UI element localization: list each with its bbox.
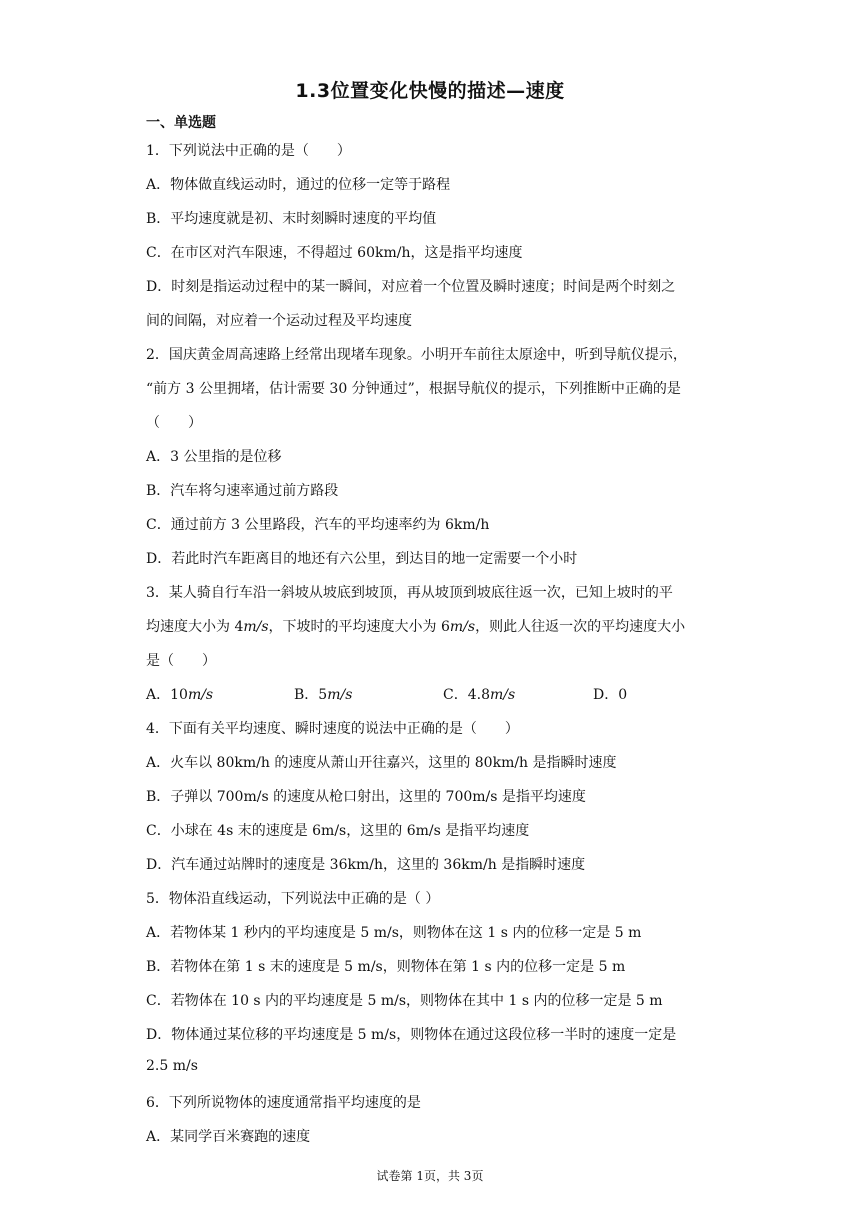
- question-5-option-d-continued: 2.5 m/s: [146, 1058, 198, 1074]
- question-2-answer-blank: （ ）: [146, 415, 202, 431]
- question-4-option-b: B．子弹以 700m/s 的速度从枪口射出，这里的 700m/s 是指平均速度: [146, 789, 586, 805]
- question-5-option-c: C．若物体在 10 s 内的平均速度是 5 m/s，则物体在其中 1 s 内的位移一定是 5 m: [146, 993, 663, 1009]
- question-3-option-a: [146, 684, 213, 704]
- question-4-option-d: D．汽车通过站牌时的速度是 36km/h，这里的 36km/h 是指瞬时速度: [146, 857, 586, 873]
- question-2-option-a: A．3 公里指的是位移: [146, 449, 282, 465]
- unit-text: m/s: [489, 687, 516, 703]
- question-3-option-b: [294, 684, 352, 704]
- question-6-stem: 6．下列所说物体的速度通常指平均速度的是: [146, 1095, 421, 1111]
- text-segment: ，下坡时的平均速度大小为 6: [268, 619, 450, 635]
- unit-text: m/s: [243, 619, 269, 635]
- question-3-answer-blank: 是（ ）: [146, 653, 216, 669]
- question-4-option-c: C．小球在 4s 末的速度是 6m/s，这里的 6m/s 是指平均速度: [146, 823, 530, 839]
- question-3-option-d: D．0: [593, 687, 628, 703]
- question-1-option-b: B．平均速度就是初、末时刻瞬时速度的平均值: [146, 211, 437, 227]
- question-5-option-d: D．物体通过某位移的平均速度是 5 m/s，则物体在通过这段位移一半时的速度一定是: [146, 1027, 677, 1043]
- question-4-option-a: A．火车以 80km/h 的速度从萧山开往嘉兴，这里的 80km/h 是指瞬时速度: [146, 755, 617, 771]
- question-3-stem: 3．某人骑自行车沿一斜坡从坡底到坡顶，再从坡顶到坡底往返一次，已知上坡时的平: [146, 585, 673, 601]
- question-2-option-d: D．若此时汽车距离目的地还有六公里，到达目的地一定需要一个小时: [146, 551, 578, 567]
- question-2-option-b: B．汽车将匀速率通过前方路段: [146, 483, 339, 499]
- page-footer: 试卷第 1页，共 3页: [376, 1169, 484, 1183]
- question-2-option-c: C．通过前方 3 公里路段，汽车的平均速率约为 6km/h: [146, 517, 490, 533]
- option-text: A．10: [146, 687, 188, 703]
- section-heading: 一、单选题: [146, 115, 216, 131]
- question-2-stem-continued: “前方 3 公里拥堵，估计需要 30 分钟通过”，根据导航仪的提示，下列推断中正确的是: [146, 381, 681, 397]
- question-5-stem: 5．物体沿直线运动，下列说法中正确的是（ ）: [146, 891, 440, 907]
- question-3-stem-continued: [146, 616, 685, 636]
- question-1-option-c: C．在市区对汽车限速，不得超过 60km/h，这是指平均速度: [146, 245, 523, 261]
- unit-text: m/s: [187, 687, 214, 703]
- text-segment: ，则此人往返一次的平均速度大小: [475, 619, 686, 635]
- page-title: 1.3位置变化快慢的描述—速度: [295, 80, 565, 102]
- text-segment: 均速度大小为 4: [146, 619, 244, 635]
- question-1-option-d-continued: 间的间隔，对应着一个运动过程及平均速度: [146, 313, 412, 329]
- question-3-option-c: [443, 684, 515, 704]
- question-2-stem: 2．国庆黄金周高速路上经常出现堵车现象。小明开车前往太原途中，听到导航仪提示，: [146, 347, 687, 363]
- question-1-option-d: D．时刻是指运动过程中的某一瞬间，对应着一个位置及瞬时速度；时间是两个时刻之: [146, 279, 676, 295]
- unit-text: m/s: [449, 619, 476, 635]
- question-1-option-a: A．物体做直线运动时，通过的位移一定等于路程: [146, 177, 451, 193]
- question-1-stem: 1．下列说法中正确的是（ ）: [146, 143, 351, 159]
- question-5-option-b: B．若物体在第 1 s 末的速度是 5 m/s，则物体在第 1 s 内的位移一定是 5 m: [146, 959, 626, 975]
- option-text: B．5: [294, 687, 328, 703]
- question-5-option-a: A．若物体某 1 秒内的平均速度是 5 m/s，则物体在这 1 s 内的位移一定是 5 m: [146, 925, 642, 941]
- question-6-option-a: A．某同学百米赛跑的速度: [146, 1129, 311, 1145]
- unit-text: m/s: [327, 687, 353, 703]
- question-4-stem: 4．下面有关平均速度、瞬时速度的说法中正确的是（ ）: [146, 721, 519, 737]
- option-text: C．4.8: [443, 687, 490, 703]
